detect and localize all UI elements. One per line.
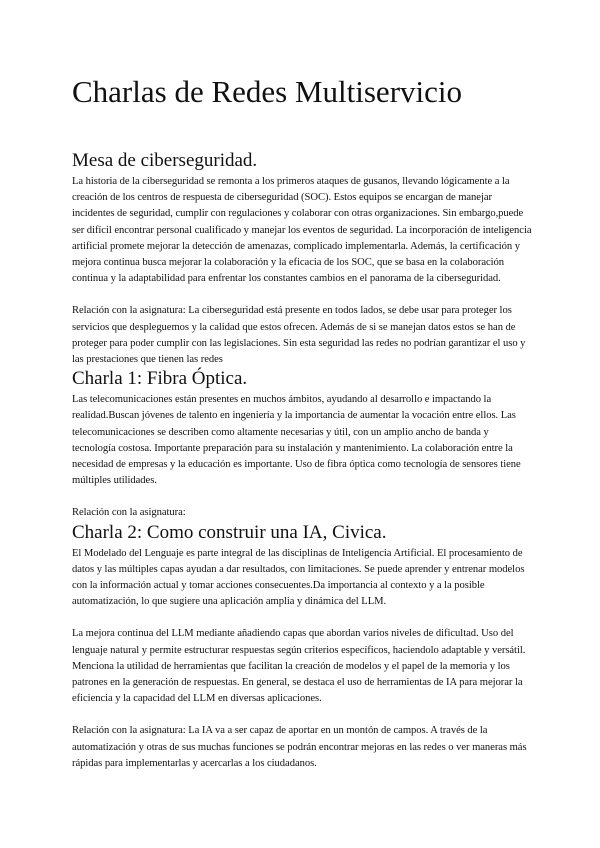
paragraph: Las telecomunicaciones están presentes en muchos ámbitos, ayudando al desarrollo e impactando la realidad.Buscan jóvenes de talento en ingeniería y la importancia de aumentar la vocación entre ellos. Las telecomunicaciones se describen como altamente necesarias y útil, con un amplio ancho de banda y tecnología costosa. Importante preparación para su instalación y mantenimiento. La colaboración entre la necesidad de empresas y la educación es importante. Uso de fibra óptica como tecnología de sensores tiene múltiples utilidades. bbox=[72, 394, 521, 487]
paragraph-relation: Relación con la asignatura: bbox=[72, 507, 186, 519]
document-body bbox=[72, 150, 534, 772]
paragraph-relation: Relación con la asignatura: La ciberseguridad está presente en todos lados, se debe usar para proteger los servicios que despleguemos y la calidad que estos ofrecen. Además de si se manejan datos estos se han de proteger para poder cumplir con las legislaciones. Sin esta seguridad las redes no podrían garantizar el uso y las prestaciones que tienen las redes bbox=[72, 305, 526, 366]
section-fibra-optica bbox=[72, 368, 534, 521]
document-title: Charlas de Redes Multiservicio bbox=[72, 74, 462, 109]
paragraph: La mejora continua del LLM mediante añadiendo capas que abordan varios niveles de dificultad. Uso del lenguaje natural y permite estructurar respuestas según criterios específicos, haciendolo adaptable y versátil. Menciona la utilidad de herramientas que facilitan la creación de modelos y el papel de la memoria y los patrones en la generación de respuestas. En general, se destaca el uso de herramientas de IA para mejorar la eficiencia y la capacidad del LLM en diversas aplicaciones. bbox=[72, 628, 526, 705]
section-ciberseguridad bbox=[72, 150, 534, 368]
section-ia-civica bbox=[72, 522, 534, 772]
section-heading: Charla 2: Como construir una IA, Civica. bbox=[72, 521, 387, 543]
paragraph: La historia de la ciberseguridad se remonta a los primeros ataques de gusanos, llevando lógicamente a la creación de los centros de respuesta de ciberseguridad (SOC). Estos equipos se encargan de manejar incidentes de seguridad, cumplir con regulaciones y colaborar con otras organizaciones. Sin embargo,puede ser difícil encontrar personal cualificado y manejar los eventos de seguridad. La incorporación de inteligencia artificial promete mejorar la detección de amenazas, complicado implementarla. Además, la certificación y mejora continua busca mejorar la colaboración y la eficacia de los SOC, que se basa en la colaboración continua y la adaptabilidad para enfrentar los constantes cambios en el panorama de la ciberseguridad. bbox=[72, 176, 532, 285]
section-heading: Mesa de ciberseguridad. bbox=[72, 150, 258, 171]
paragraph: El Modelado del Lenguaje es parte integral de las disciplinas de Inteligencia Artificial. El procesamiento de datos y las múltiples capas ayudan a dar resultados, con limitaciones. Se puede aprender y entrenar modelos con la información actual y tomar acciones consecuentes.Da importancia al contexto y a la posible automatización, lo que sugiere una aplicación amplia y dinámica del LLM. bbox=[72, 547, 525, 608]
section-heading: Charla 1: Fibra Óptica. bbox=[72, 368, 248, 390]
paragraph-relation: Relación con la asignatura: La IA va a ser capaz de aportar en un montón de campos. A través de la automatización y otras de sus muchas funciones se podrán encontrar mejoras en las redes o ver maneras más rápidas para implementarlas y acercarlas a los ciudadanos. bbox=[72, 725, 527, 769]
